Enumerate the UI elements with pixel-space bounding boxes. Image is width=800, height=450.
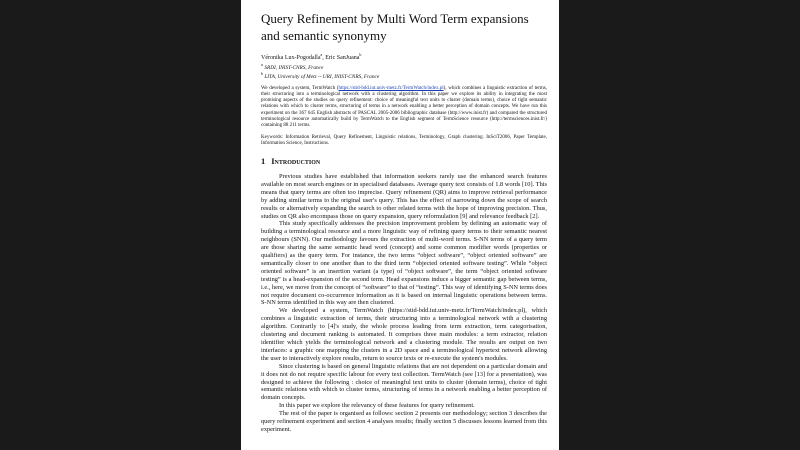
paragraph: Since clustering is based on general linguistic relations that are not dependent on a particular domain and it does not do not require specific labour for every text collection. TermWatch (see [13] for a presentation), was designed to achieve the following : choice of meaningful text units to cluster (domain terms), choice of tight semantic relations with which to cluster terms, structuring of terms in a network enabling a better perception of domain concepts. xyxy=(261,362,547,402)
author-name: Véronika Lux-Pogodalla xyxy=(261,55,321,61)
paragraph: In this paper we explore the relevancy of these features for query refinement. xyxy=(279,402,475,410)
termwatch-link[interactable]: https://stid-bdd.iut.univ-metz.fr/TermWatch/index.pl xyxy=(338,86,444,92)
author-affiliation-mark: b xyxy=(359,52,362,57)
paragraph: We developed a system, TermWatch (https://stid-bdd.iut.univ-metz.fr/TermWatch/index.pl), which combines a linguistic extraction of terms, their structuring into a terminological network with a clustering algorithm. Contrarily to [4]'s study, the whole process leading from term extraction, term categorisation, clustering and document ranking is automated. It comprises three main modules: a term extractor, relation identifier which yields the terminological network and a clustering module. The results are output on two interfaces: a graphic one mapping the clusters in a 2D space and a terminological hypertext network allowing the user to interactively explore results, return to source texts or re-execute the system's modules. xyxy=(261,307,547,362)
affiliation-mark: b xyxy=(261,70,263,76)
abstract-text: ), which combines a linguistic extraction of terms, their structuring into a terminological network with a clustering algorithm. In this paper we explore its ability in integrating the most promising aspects of the studies on query refinement: choice of meaningful text units to cluster (domain terms), choice of tight semantic relations with which to cluster terms, structuring of terms in a network enabling a better perception of domain concepts. We have run this experiment on the 367 645 English abstracts of PASCAL 2005-2006 bibliographic database (http://www.inist.fr) and compared the structured terminological resource automatically build by TermWatch to the English segment of TermScience resource (http://termsciences.inist.fr/) containing 88 211 terms. xyxy=(261,86,547,128)
keywords: Keywords: Information Retrieval, Query Refinement, Linguistic relations, Terminology, Graph clustering. InSciT2006, Paper Template, Information Science, Instructions. xyxy=(261,134,547,146)
document-page xyxy=(241,0,559,450)
paragraph: This study specifically addresses the precision improvement problem by defining an automatic way of building a terminological resource and a more linguistic way of refining query terms to their semantic nearest neighbours (SNN). Our methodology favours the extraction of multi-word terms. S-NN terms of a query term are those sharing the same semantic head word (concept) and some common modifier words (properties or qualifiers) as the query term. For instance, the two terms “object software”, “object oriented software” are semantically closer to one another than to the third term “objected oriented software testing”. While “object oriented software” is an insertion variant (a type) of “object software”, the term “object oriented software testing” is a head-expansion of the second term. Head expansions induce a bigger semantic gap between terms, i.e., here, we move from the concept of “software” to that of “testing”. This way of identifying S-NN terms does not require document co-occurrence information as it is based on internal linguistic operations between terms. S-NN terms identified in this way are then clustered. xyxy=(261,220,547,307)
abstract xyxy=(261,86,547,129)
affiliation-text: SRDI, INIST-CNRS, France xyxy=(263,64,324,71)
abstract-text: We developed a system, TermWatch ( xyxy=(261,86,339,92)
body-text xyxy=(261,173,547,434)
section-heading xyxy=(261,156,547,167)
affiliation-mark: a xyxy=(261,61,263,67)
section-title: Introduction xyxy=(271,155,321,166)
author-name: Eric SanJuana xyxy=(325,55,360,61)
paper-title: Query Refinement by Multi Word Term expansions and semantic synonymy xyxy=(261,11,529,43)
author-line xyxy=(261,52,547,62)
paragraph: The rest of the paper is organised as follows: section 2 presents our methodology; section 3 describes the query refinement experiment and section 4 analyses results; finally section 5 discusses lessons learned from this experiment. xyxy=(261,410,547,433)
author-affiliation-mark: a xyxy=(320,52,323,57)
section-number: 1 xyxy=(261,155,266,166)
paragraph: Previous studies have established that information seekers rarely use the enhanced search features available on most search engines or in specialised databases. Average query text consists of 1.8 words [10]. This means that query terms are often too imprecise. Query refinement (QR) aims to improve retrieval performance by adding similar terms to the original user's query. This has the effect of narrowing down the scope of search results or alternatively expanding the search to other related terms with the hope of improving precision. Thus, studies on QR also encompass those on query expansion, query reformulation [9] and relevance feedback [2]. xyxy=(261,172,547,220)
page-content xyxy=(261,10,547,434)
affiliation xyxy=(261,62,547,71)
affiliation xyxy=(261,71,547,80)
author-separator: , xyxy=(322,55,326,61)
affiliation-text: LITA, University of Metz -- URI, INIST-CNRS, France xyxy=(263,73,380,80)
